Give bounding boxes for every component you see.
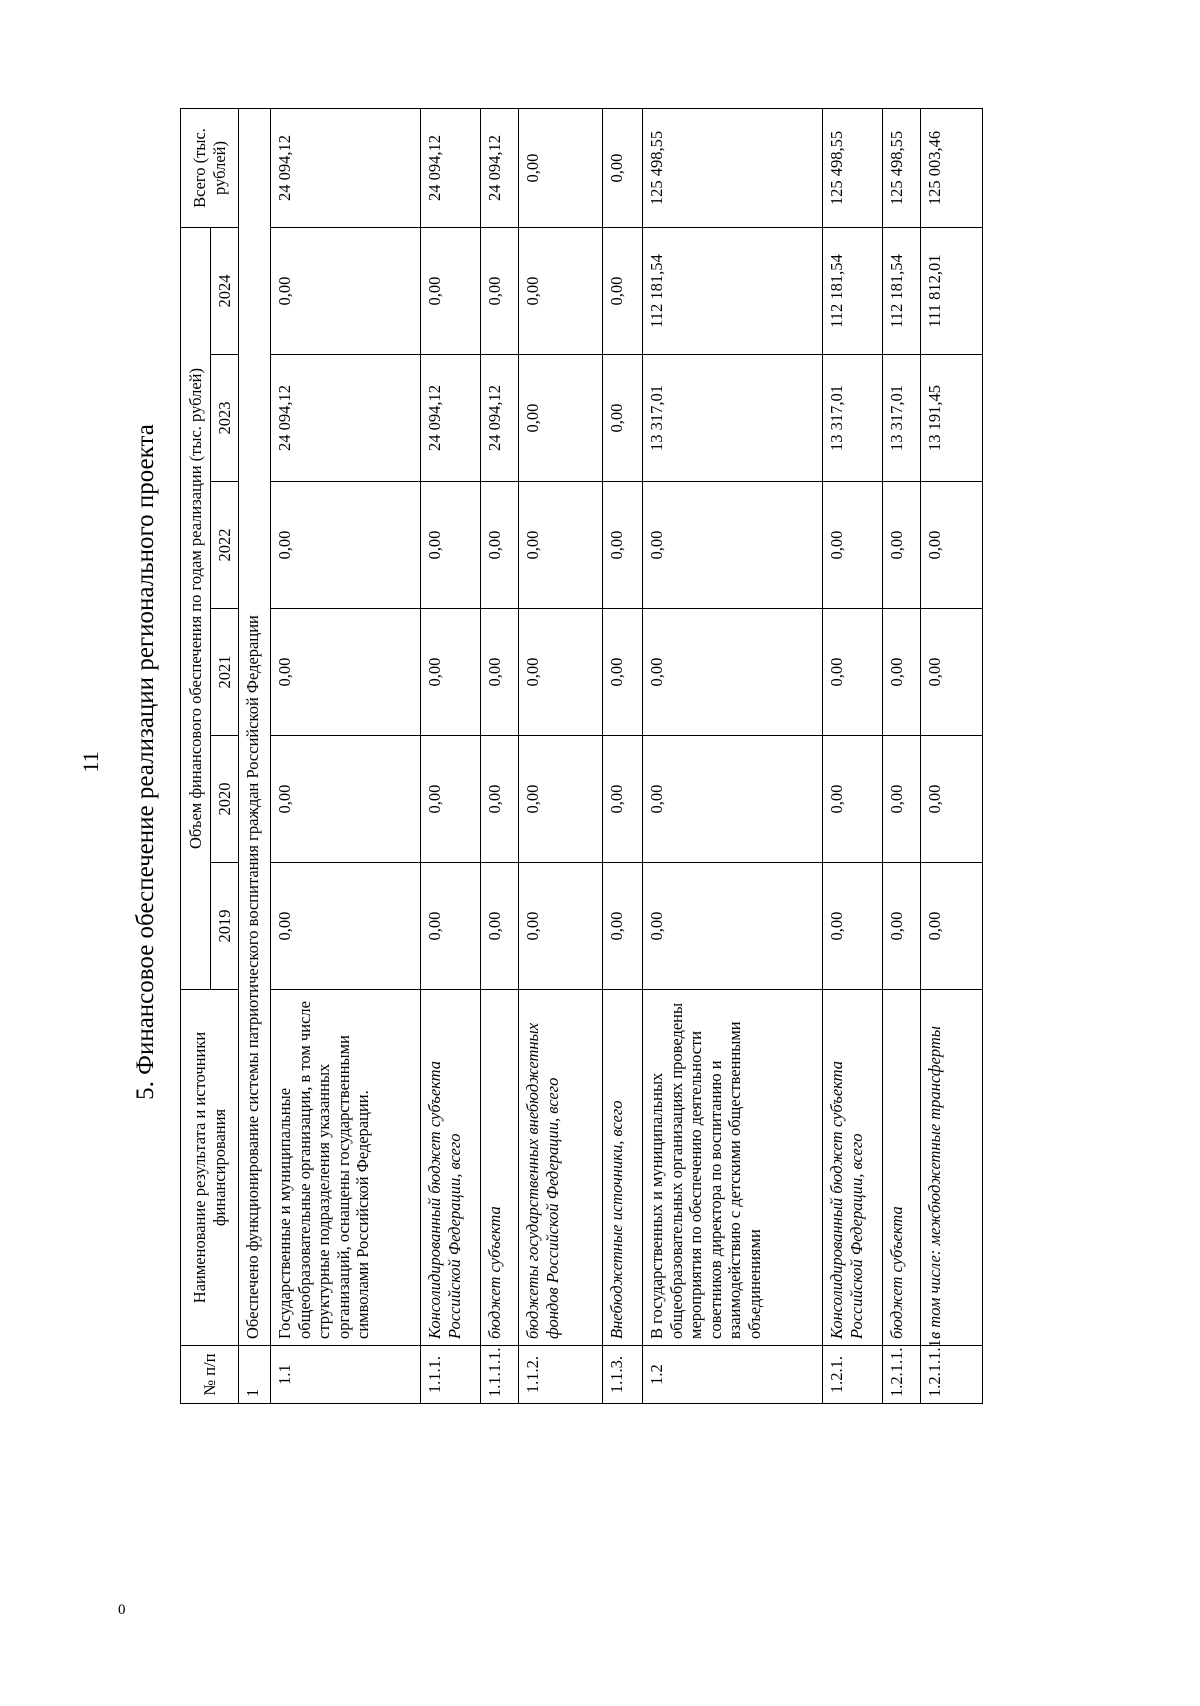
- table-row: [603, 109, 643, 1404]
- section-num: 1: [239, 1346, 271, 1404]
- row-num: 1.1.1.1.: [481, 1346, 519, 1404]
- row-value: 0,00: [643, 482, 823, 609]
- row-value: 0,00: [883, 609, 921, 736]
- row-total: 125 003,46: [921, 109, 983, 228]
- row-name: Консолидированный бюджет субъекта Российской Федерации, всего: [823, 990, 883, 1346]
- table-row: [421, 109, 481, 1404]
- row-value: 0,00: [643, 609, 823, 736]
- row-value: 0,00: [643, 863, 823, 990]
- row-total: 125 498,55: [643, 109, 823, 228]
- row-value: 0,00: [823, 609, 883, 736]
- row-value: 13 317,01: [823, 355, 883, 482]
- row-num: 1.2.1.: [823, 1346, 883, 1404]
- row-value: 0,00: [603, 482, 643, 609]
- table-row: [643, 109, 823, 1404]
- row-name: в том числе: межбюджетные трансферты: [921, 990, 983, 1346]
- table-row: [823, 109, 883, 1404]
- row-value: 0,00: [519, 736, 603, 863]
- row-total: 0,00: [519, 109, 603, 228]
- row-name: Государственные и муниципальные общеобразовательные организации, в том числе структурные подразделения указанных организаций, оснащены государственными символами Российской Федерации.: [271, 990, 421, 1346]
- header-volume: Объем финансового обеспечения по годам реализации (тыс. рублей): [181, 228, 211, 990]
- row-value: 0,00: [603, 736, 643, 863]
- row-name: бюджет субъекта: [481, 990, 519, 1346]
- row-value: 0,00: [519, 609, 603, 736]
- row-value: 0,00: [883, 863, 921, 990]
- row-value: 0,00: [271, 609, 421, 736]
- row-value: 0,00: [823, 736, 883, 863]
- row-value: 0,00: [921, 609, 983, 736]
- rotated-page: [70, 92, 1110, 1432]
- table-row: [921, 109, 983, 1404]
- header-year: 2022: [211, 482, 239, 609]
- row-total: 125 498,55: [823, 109, 883, 228]
- row-value: 0,00: [519, 355, 603, 482]
- row-value: 13 191,45: [921, 355, 983, 482]
- row-name: Внебюджетные источники, всего: [603, 990, 643, 1346]
- row-num: 1.1.2.: [519, 1346, 603, 1404]
- table-row: [481, 109, 519, 1404]
- header-year: 2024: [211, 228, 239, 355]
- row-value: 112 181,54: [643, 228, 823, 355]
- row-value: 0,00: [271, 228, 421, 355]
- row-value: 0,00: [481, 863, 519, 990]
- row-value: 0,00: [481, 609, 519, 736]
- row-name: бюджеты государственных внебюджетных фондов Российской Федерации, всего: [519, 990, 603, 1346]
- row-value: 0,00: [421, 736, 481, 863]
- row-total: 24 094,12: [481, 109, 519, 228]
- row-value: 0,00: [883, 736, 921, 863]
- row-value: 0,00: [271, 863, 421, 990]
- header-year: 2023: [211, 355, 239, 482]
- row-value: 0,00: [921, 863, 983, 990]
- row-value: 0,00: [421, 482, 481, 609]
- row-total: 0,00: [603, 109, 643, 228]
- row-value: 0,00: [421, 228, 481, 355]
- row-num: 1.2.1.1.1.: [921, 1346, 983, 1404]
- row-value: 0,00: [921, 482, 983, 609]
- row-value: 0,00: [421, 609, 481, 736]
- header-total: Всего (тыс. рублей): [181, 109, 239, 228]
- row-name: бюджет субъекта: [883, 990, 921, 1346]
- row-value: 0,00: [921, 736, 983, 863]
- row-total: 24 094,12: [421, 109, 481, 228]
- row-value: 0,00: [481, 482, 519, 609]
- row-value: 0,00: [519, 863, 603, 990]
- row-value: 24 094,12: [481, 355, 519, 482]
- row-value: 0,00: [271, 736, 421, 863]
- table-row: [271, 109, 421, 1404]
- header-num: № п/п: [181, 1346, 239, 1404]
- row-value: 0,00: [271, 482, 421, 609]
- row-value: 0,00: [643, 736, 823, 863]
- row-value: 24 094,12: [421, 355, 481, 482]
- row-value: 24 094,12: [271, 355, 421, 482]
- table-row: [883, 109, 921, 1404]
- row-value: 0,00: [603, 609, 643, 736]
- row-num: 1.1.1.: [421, 1346, 481, 1404]
- row-value: 0,00: [823, 863, 883, 990]
- row-num: 1.1.3.: [603, 1346, 643, 1404]
- row-value: 0,00: [603, 228, 643, 355]
- header-name: Наименование результата и источники финансирования: [181, 990, 239, 1346]
- header-year: 2021: [211, 609, 239, 736]
- row-total: 125 498,55: [883, 109, 921, 228]
- document-title: 5. Финансовое обеспечение реализации регионального проекта: [132, 424, 159, 1100]
- corner-mark: 0: [118, 1602, 126, 1618]
- page-number: 11: [78, 751, 103, 773]
- row-num: 1.1: [271, 1346, 421, 1404]
- row-name: Консолидированный бюджет субъекта Российской Федерации, всего: [421, 990, 481, 1346]
- row-name: В государственных и муниципальных общеобразовательных организациях проведены мероприятия по обеспечению деятельности советников директора по воспитанию и взаимодействию с детскими общественными объединениями: [643, 990, 823, 1346]
- row-value: 0,00: [883, 482, 921, 609]
- row-value: 0,00: [823, 482, 883, 609]
- row-value: 0,00: [603, 863, 643, 990]
- row-value: 13 317,01: [883, 355, 921, 482]
- row-value: 112 181,54: [823, 228, 883, 355]
- header-row: [181, 109, 211, 1404]
- row-num: 1.2.1.1.: [883, 1346, 921, 1404]
- header-year: 2020: [211, 736, 239, 863]
- table-row: [519, 109, 603, 1404]
- row-value: 0,00: [519, 228, 603, 355]
- row-value: 0,00: [421, 863, 481, 990]
- row-value: 111 812,01: [921, 228, 983, 355]
- row-num: 1.2: [643, 1346, 823, 1404]
- row-value: 0,00: [481, 228, 519, 355]
- section-text: Обеспечено функционирование системы патриотического воспитания граждан Российской Федерации: [239, 109, 271, 1346]
- financing-table: [180, 108, 983, 1404]
- section-row: [239, 109, 271, 1404]
- row-value: 0,00: [481, 736, 519, 863]
- row-value: 112 181,54: [883, 228, 921, 355]
- row-value: 13 317,01: [643, 355, 823, 482]
- row-total: 24 094,12: [271, 109, 421, 228]
- header-year: 2019: [211, 863, 239, 990]
- row-value: 0,00: [519, 482, 603, 609]
- row-value: 0,00: [603, 355, 643, 482]
